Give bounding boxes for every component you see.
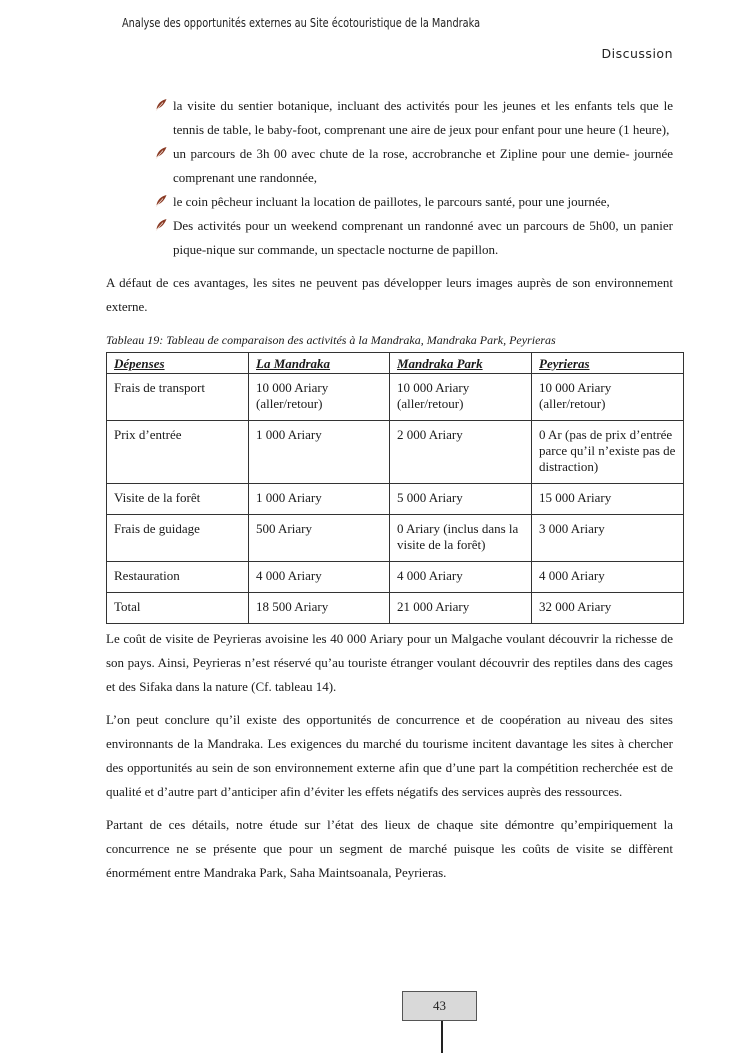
bullet-text: la visite du sentier botanique, incluant des activités pour les jeunes et les enfants tels que le tennis de table, le baby-foot, comprenant une aire de jeux pour enfant pour une heure (1 heure),	[173, 98, 673, 137]
table-header-row	[107, 353, 684, 374]
table-cell: 1 000 Ariary	[249, 484, 390, 515]
body-paragraph: L’on peut conclure qu’il existe des opportunités de concurrence et de coopération au niveau des sites environnants de la Mandraka. Les exigences du marché du tourisme incitent davantage les sites à chercher des opportunités au sein de son environnement externe afin que d’une part la compétition recherchée est de qualité et d’autre part d’anticiper afin d’éviter les effets négatifs des services auprès des ressources.	[106, 712, 673, 799]
table-cell: 10 000 Ariary (aller/retour)	[390, 374, 532, 421]
section-title: Discussion	[601, 46, 673, 61]
body-paragraph: Partant de ces détails, notre étude sur l’état des lieux de chaque site démontre qu’empiriquement la concurrence ne se présente que pour un segment de marché puisque les coûts de visite se diffèrent énormément entre Mandraka Park, Saha Maintsoanala, Peyrieras.	[106, 817, 673, 880]
column-header: Peyrieras	[532, 353, 684, 374]
table-cell: Visite de la forêt	[107, 484, 249, 515]
table-cell: 10 000 Ariary (aller/retour)	[249, 374, 390, 421]
table-cell: 1 000 Ariary	[249, 421, 390, 484]
table-cell: Restauration	[107, 562, 249, 593]
comparison-table	[106, 352, 684, 624]
table-row	[107, 593, 684, 624]
column-header: La Mandraka	[249, 353, 390, 374]
table-cell: 4 000 Ariary	[532, 562, 684, 593]
table-cell: 10 000 Ariary (aller/retour)	[532, 374, 684, 421]
column-header: Mandraka Park	[390, 353, 532, 374]
table-cell: Frais de transport	[107, 374, 249, 421]
page-content	[106, 94, 676, 885]
running-title: Analyse des opportunités externes au Site écotouristique de la Mandraka	[122, 15, 481, 30]
list-item	[154, 190, 673, 214]
table-cell: 15 000 Ariary	[532, 484, 684, 515]
leaf-bullet-icon	[154, 194, 168, 208]
page-number-stem	[441, 1021, 443, 1053]
table-cell: 0 Ar (pas de prix d’entrée parce qu’il n’existe pas de distraction)	[532, 421, 684, 484]
table-cell: Frais de guidage	[107, 515, 249, 562]
table-cell: 3 000 Ariary	[532, 515, 684, 562]
table-cell: 0 Ariary (inclus dans la visite de la forêt)	[390, 515, 532, 562]
table-cell: 18 500 Ariary	[249, 593, 390, 624]
leaf-bullet-icon	[154, 98, 168, 112]
bullet-text: Des activités pour un weekend comprenant un randonné avec un parcours de 5h00, un panier pique-nique sur commande, un spectacle nocturne de papillon.	[173, 218, 673, 257]
page-number: 43	[402, 991, 477, 1021]
table-row	[107, 562, 684, 593]
table-cell: 2 000 Ariary	[390, 421, 532, 484]
table-row	[107, 421, 684, 484]
bullet-text: un parcours de 3h 00 avec chute de la rose, accrobranche et Zipline pour une demie- journée comprenant une randonnée,	[173, 146, 673, 185]
table-cell: 500 Ariary	[249, 515, 390, 562]
table-cell: 21 000 Ariary	[390, 593, 532, 624]
list-item	[154, 94, 673, 142]
table-cell: 4 000 Ariary	[249, 562, 390, 593]
column-header: Dépenses	[107, 353, 249, 374]
intro-paragraph: A défaut de ces avantages, les sites ne peuvent pas développer leurs images auprès de son environnement externe.	[106, 275, 673, 314]
leaf-bullet-icon	[154, 218, 168, 232]
list-item	[154, 142, 673, 190]
table-caption: Tableau 19: Tableau de comparaison des activités à la Mandraka, Mandraka Park, Peyrieras	[106, 333, 556, 347]
table-row	[107, 484, 684, 515]
bullet-text: le coin pêcheur incluant la location de paillotes, le parcours santé, pour une journée,	[173, 194, 610, 209]
leaf-bullet-icon	[154, 146, 168, 160]
table-row	[107, 515, 684, 562]
activity-bullet-list	[106, 94, 673, 262]
table-cell: 5 000 Ariary	[390, 484, 532, 515]
body-paragraph: Le coût de visite de Peyrieras avoisine les 40 000 Ariary pour un Malgache voulant découvrir la richesse de son pays. Ainsi, Peyrieras n’est réservé qu’au touriste étranger voulant découvrir des reptiles dans des cages et des Sifaka dans la nature (Cf. tableau 14).	[106, 631, 673, 694]
table-row	[107, 374, 684, 421]
table-cell: Prix d’entrée	[107, 421, 249, 484]
table-cell: 4 000 Ariary	[390, 562, 532, 593]
list-item	[154, 214, 673, 262]
table-cell: Total	[107, 593, 249, 624]
table-cell: 32 000 Ariary	[532, 593, 684, 624]
